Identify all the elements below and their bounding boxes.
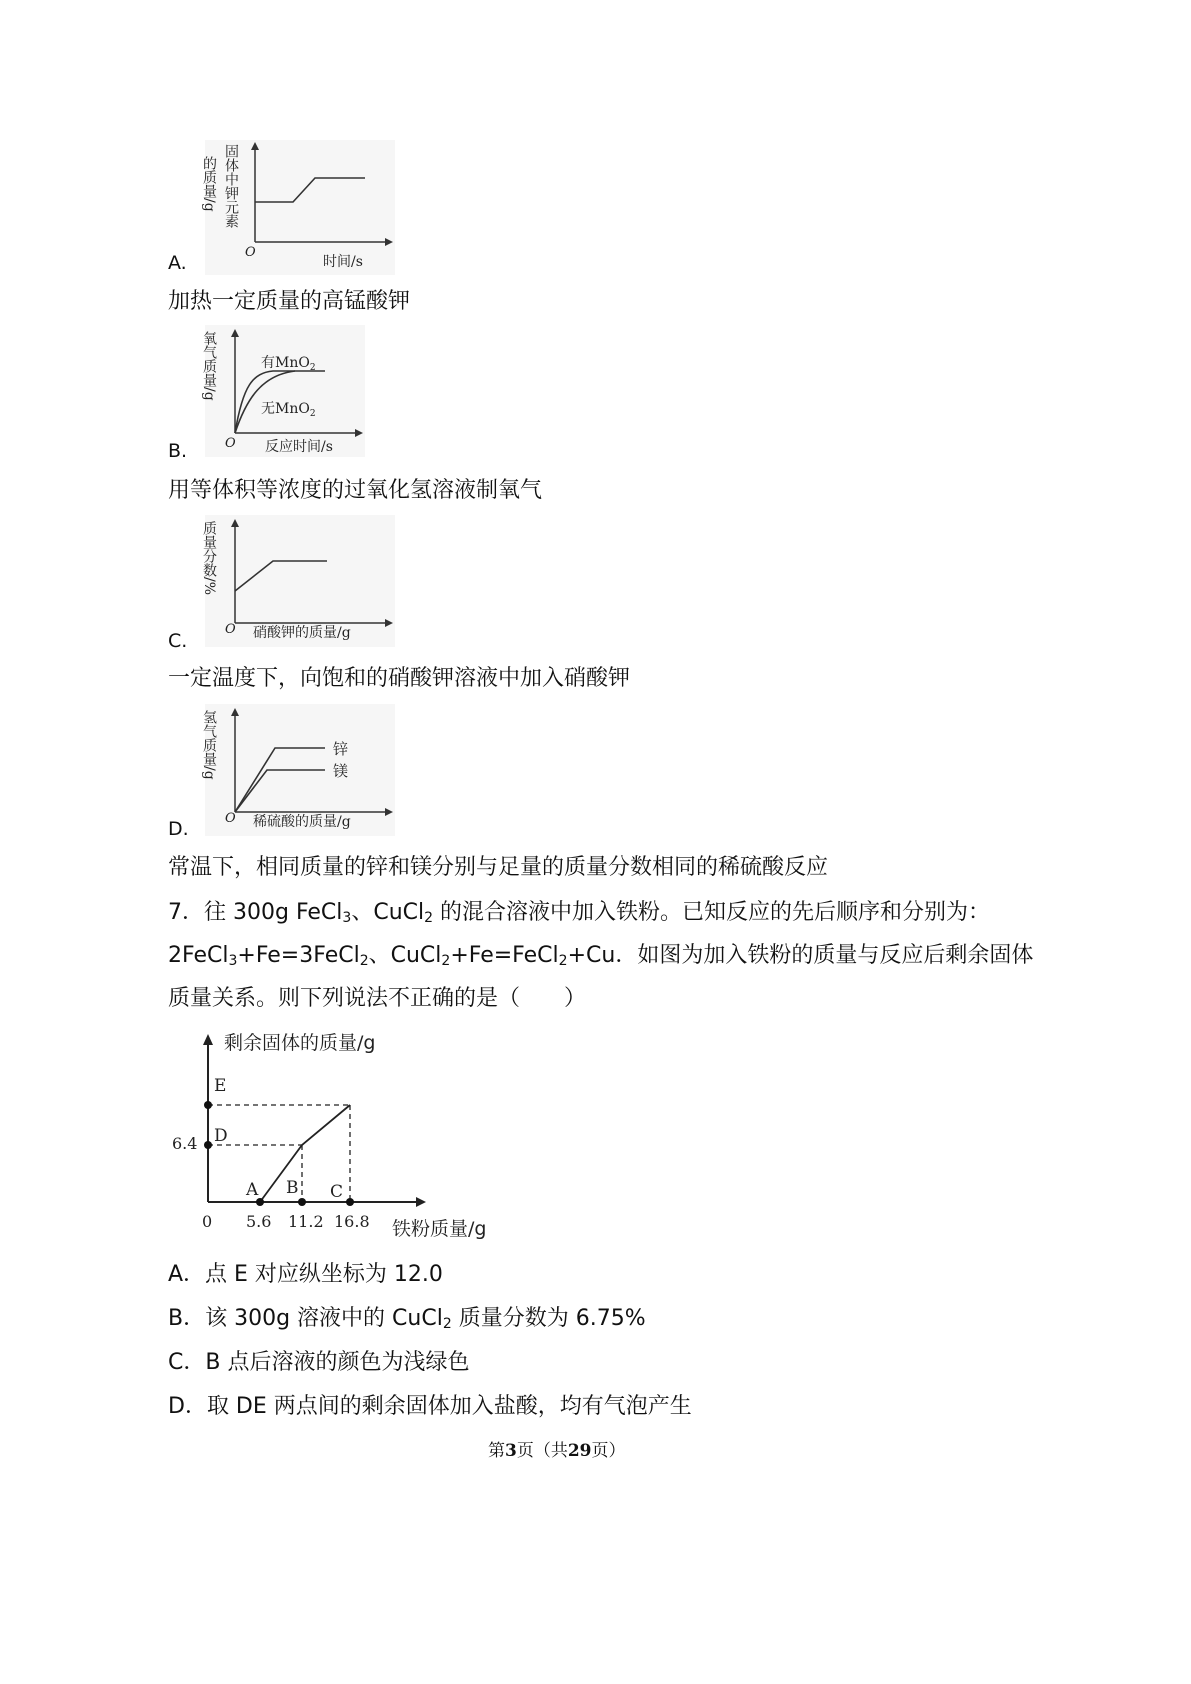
graph-c-xlabel: 硝酸钾的质量/g bbox=[253, 625, 351, 641]
graph7-label-e: E bbox=[214, 1076, 227, 1096]
option7-a: A．点 E 对应纵坐标为 12.0 bbox=[168, 1262, 443, 1287]
graph-d-xlabel: 稀硫酸的质量/g bbox=[253, 814, 351, 830]
graph-a-y-arrow bbox=[251, 142, 259, 150]
graph-b-x-arrow bbox=[355, 429, 363, 437]
graph7-x-tick-1: 5.6 bbox=[246, 1212, 272, 1231]
graph7-point-d bbox=[204, 1141, 212, 1149]
graph-c bbox=[201, 515, 395, 647]
graph-a bbox=[201, 140, 395, 275]
graph-a-svg bbox=[201, 140, 395, 275]
graph-d-y-arrow bbox=[231, 708, 239, 716]
graph-b-caption: 用等体积等浓度的过氧化氢溶液制氧气 bbox=[168, 478, 543, 503]
footer-page-number: 3 bbox=[505, 1441, 517, 1461]
graph7-ylabel: 剩余固体的质量/g bbox=[224, 1032, 376, 1054]
graph-d-svg bbox=[201, 704, 395, 836]
graph-d-series-lower: 镁 bbox=[333, 762, 349, 780]
graph-b-y-arrow bbox=[231, 329, 239, 337]
graph-d-caption: 常温下，相同质量的锌和镁分别与足量的质量分数相同的稀硫酸反应 bbox=[168, 855, 829, 880]
footer-total-pages: 29 bbox=[567, 1441, 592, 1461]
graph-a-letter: A. bbox=[168, 252, 187, 274]
graph-a-caption: 加热一定质量的高锰酸钾 bbox=[168, 289, 411, 314]
graph7-y-tick: 6.4 bbox=[172, 1134, 198, 1153]
question7-line2: 2FeCl$_3$+Fe=3FeCl$_2$、CuCl$_2$+Fe=FeCl$_2$+Cu．如图为加入铁粉的质量与反应后剩余固体 bbox=[168, 943, 1034, 969]
graph-c-origin: O bbox=[225, 622, 236, 637]
graph-d-ylabel: 氢气质量/g bbox=[201, 710, 217, 780]
graph-a-ylabel-line2: 的质量/g bbox=[201, 156, 217, 212]
page-footer: 第3页（共29页） bbox=[488, 1441, 626, 1461]
graph-a-curve bbox=[255, 178, 365, 202]
graph-d-series-upper: 锌 bbox=[333, 740, 349, 758]
graph-c-x-arrow bbox=[385, 619, 393, 627]
graph7-x-tick-2: 11.2 bbox=[288, 1212, 324, 1231]
graph7-xlabel: 铁粉质量/g bbox=[392, 1218, 487, 1240]
option7-c: C．B 点后溶液的颜色为浅绿色 bbox=[168, 1350, 470, 1375]
graph-a-ylabel-line1: 固体中钾元素 bbox=[223, 144, 239, 228]
graph7-y-arrow bbox=[203, 1034, 213, 1045]
graph-c-curve bbox=[235, 561, 327, 591]
graph-c-caption: 一定温度下，向饱和的硝酸钾溶液中加入硝酸钾 bbox=[168, 666, 631, 691]
graph-b-ylabel: 氧气质量/g bbox=[201, 331, 217, 401]
graph-c-ylabel: 质量分数/% bbox=[201, 521, 217, 596]
graph-d bbox=[201, 704, 395, 836]
graph7-point-c bbox=[346, 1198, 354, 1206]
graph-c-letter: C. bbox=[168, 630, 188, 652]
graph-d-x-arrow bbox=[385, 808, 393, 816]
graph-a-x-arrow bbox=[385, 238, 393, 246]
graph7-point-b bbox=[298, 1198, 306, 1206]
graph-d-letter: D. bbox=[168, 818, 189, 840]
graph-c-svg bbox=[201, 515, 395, 647]
graph7 bbox=[160, 1025, 500, 1250]
graph7-label-b: B bbox=[286, 1178, 299, 1198]
graph7-label-a: A bbox=[246, 1180, 259, 1200]
graph7-x-arrow bbox=[416, 1197, 426, 1207]
graph-b-xlabel: 反应时间/s bbox=[265, 439, 333, 455]
graph-b-origin: O bbox=[225, 436, 236, 451]
graph-c-y-arrow bbox=[231, 519, 239, 527]
graph-d-origin: O bbox=[225, 811, 236, 826]
graph-b-letter: B. bbox=[168, 440, 188, 462]
graph7-x-tick-0: 0 bbox=[202, 1212, 213, 1231]
option7-d: D．取 DE 两点间的剩余固体加入盐酸，均有气泡产生 bbox=[168, 1394, 692, 1419]
graph7-point-e bbox=[204, 1101, 212, 1109]
graph-a-origin: O bbox=[245, 245, 256, 260]
graph7-x-tick-3: 16.8 bbox=[334, 1212, 370, 1231]
graph-d-curve-upper bbox=[235, 748, 325, 812]
option7-b: B．该 300g 溶液中的 CuCl$_2$ 质量分数为 6.75% bbox=[168, 1306, 646, 1332]
graph-b bbox=[201, 325, 365, 457]
graph7-label-c: C bbox=[330, 1182, 344, 1202]
graph-b-label-upper: 有MnO$_2$ bbox=[261, 355, 316, 373]
graph-a-xlabel: 时间/s bbox=[323, 254, 363, 270]
graph7-label-d: D bbox=[214, 1126, 228, 1146]
graph-b-svg bbox=[201, 325, 365, 457]
question7-line3: 质量关系。则下列说法不正确的是（ ） bbox=[168, 986, 587, 1011]
graph7-svg bbox=[160, 1025, 500, 1250]
question7-line1: 7．往 300g FeCl$_3$、CuCl$_2$ 的混合溶液中加入铁粉。已知反应的先后顺序和分别为： bbox=[168, 900, 991, 926]
graph-b-label-lower: 无MnO$_2$ bbox=[261, 401, 316, 419]
